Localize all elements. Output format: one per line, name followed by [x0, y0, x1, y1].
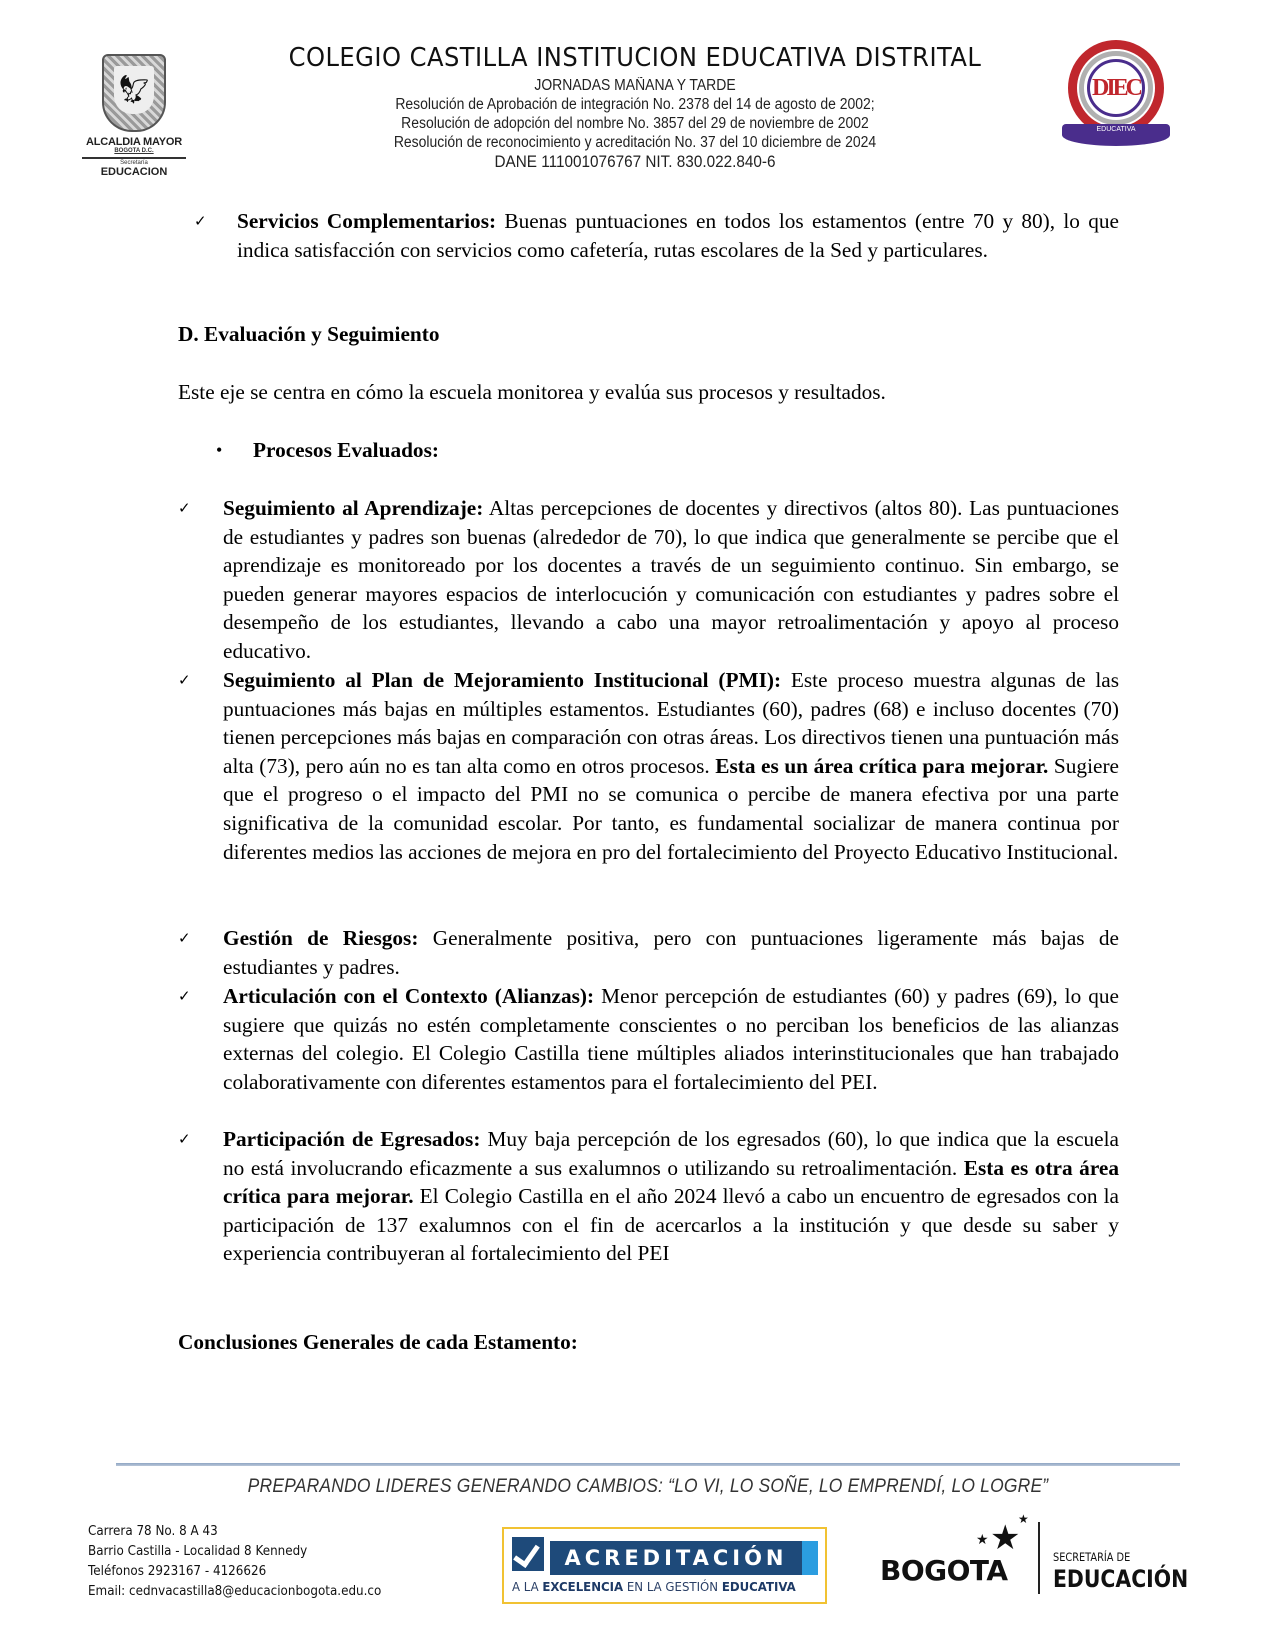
logo-secretaria-text: Secretaría	[120, 160, 148, 166]
resolution-line: Resolución de adopción del nombre No. 3857 del 29 de noviembre de 2002	[401, 115, 869, 132]
school-shifts: JORNADAS MAÑANA Y TARDE	[534, 77, 736, 94]
logo-bogota-text: BOGOTA D.C.	[114, 148, 154, 154]
address-street: Carrera 78 No. 8 A 43	[88, 1524, 218, 1539]
checkmark-icon: ✓	[178, 499, 191, 517]
star-icon: ★	[990, 1518, 1021, 1558]
checkmark-icon: ✓	[178, 929, 191, 947]
process-item-pmi: Seguimiento al Plan de Mejoramiento Institucional (PMI): Este proceso muestra algunas de las puntuaciones más bajas en múltiples estamentos. Estudiantes (60), padres (68) e incluso docentes (70) tienen percepciones más bajas en comparación con otras áreas. Los directivos tienen una puntuación más alta (73), pero aún no es tan alta como en otros procesos. Esta es un área crítica para mejorar. Sugiere que el progreso o el impacto del PMI no se comunica o percibe de manera efectiva por una parte significativa de la comunidad escolar. Por tanto, es fundamental socializar de manera continua por diferentes medios las acciones de mejora en pro del fortalecimiento del Proyecto Educativo Institucional.	[223, 668, 1120, 864]
dane-nit: DANE 111001076767 NIT. 830.022.840-6	[494, 152, 776, 171]
contact-address	[88, 1522, 381, 1602]
eagle-icon: 🦅︎	[116, 73, 152, 106]
logo-alcaldia-text: ALCALDIA MAYOR	[86, 136, 182, 148]
process-item-alianzas: Articulación con el Contexto (Alianzas): Menor percepción de estudiantes (60) y padres (69), lo que sugiere que quizás no estén completamente conscientes o no perciban los beneficios de las alianzas externas del colegio. El Colegio Castilla tiene múltiples aliados interinstitucionales que han trabajado colaborativamente con diferentes estamentos para el fortalecimiento del PEI.	[223, 984, 1120, 1094]
educacion-label: EDUCACIÓN	[1053, 1565, 1189, 1593]
process-item-aprendizaje: Seguimiento al Aprendizaje: Altas percepciones de docentes y directivos (altos 80). Las puntuaciones de estudiantes y padres son buenas (alrededor de 70), lo que indica que generalmente se percibe que el aprendizaje es monitoreado por los docentes a través de un seguimiento continuo. Sin embargo, se pueden generar mayores espacios de interlocución y comunicación con estudiantes y padres sobre el desempeño de los estudiantes, llevando a cabo una mayor retroalimentación y apoyo al proceso educativo.	[223, 496, 1120, 663]
star-icon: ★	[976, 1532, 989, 1548]
process-item-riesgos: Gestión de Riesgos: Generalmente positiva, pero con puntuaciones ligeramente más bajas de estudiantes y padres.	[223, 926, 1119, 979]
address-neighborhood: Barrio Castilla - Localidad 8 Kennedy	[88, 1544, 308, 1559]
secretaria-label: SECRETARÍA DE	[1053, 1550, 1131, 1564]
address-email: Email: cednvacastilla8@educacionbogota.edu.co	[88, 1584, 382, 1599]
accreditation-subtitle: A LA EXCELENCIA EN LA GESTIÓN EDUCATIVA	[512, 1579, 796, 1594]
school-slogan: PREPARANDO LIDERES GENERANDO CAMBIOS: “LO VI, LO SOÑE, LO EMPRENDÍ, LO LOGRE”	[247, 1476, 1049, 1497]
school-crest-logo	[1062, 40, 1170, 152]
address-phones: Teléfonos 2923167 - 4126626	[88, 1564, 267, 1579]
logo-educacion-text: EDUCACION	[100, 166, 168, 178]
alcaldia-mayor-logo	[74, 54, 194, 180]
section-heading: D. Evaluación y Seguimiento	[178, 322, 440, 346]
conclusions-heading: Conclusiones Generales de cada Estamento:	[178, 1330, 578, 1354]
footer-divider	[116, 1463, 1180, 1466]
checkmark-icon: ✓	[194, 212, 207, 230]
crest-letters: DIEC	[1091, 74, 1140, 101]
subheading-procesos: Procesos Evaluados:	[253, 438, 439, 462]
checkmark-icon: ✓	[178, 671, 191, 689]
servicios-complementarios-item: Servicios Complementarios: Buenas puntuaciones en todos los estamentos (entre 70 y 80), lo que indica satisfacción con servicios como cafetería, rutas escolares de la Sed y particulares.	[237, 209, 1119, 262]
star-icon: ★	[1018, 1512, 1029, 1526]
accreditation-title: ACREDITACIÓN	[564, 1546, 788, 1570]
section-intro: Este eje se centra en cómo la escuela monitorea y evalúa sus procesos y resultados.	[178, 380, 886, 404]
bogota-shield-icon	[102, 54, 166, 132]
process-item-egresados: Participación de Egresados: Muy baja percepción de los egresados (60), lo que indica que la escuela no está involucrando eficazmente a sus exalumnos o utilizando su retroalimentación. Esta es otra área crítica para mejorar. El Colegio Castilla en el año 2024 llevó a cabo un encuentro de egresados con la participación de 137 exalumnos con el fin de acercarlos a la institución y que desde su saber y experiencia contribuyeran al fortalecimiento del PEI	[223, 1127, 1119, 1266]
resolution-line: Resolución de reconocimiento y acreditación No. 37 del 10 diciembre de 2024	[393, 134, 877, 151]
logo-divider	[82, 157, 186, 159]
school-name: COLEGIO CASTILLA INSTITUCION EDUCATIVA DISTRITAL	[288, 43, 982, 73]
accreditation-badge	[502, 1527, 827, 1604]
letterhead	[220, 40, 1050, 172]
crest-ribbon: EDUCATIVA	[1062, 124, 1170, 146]
logo-divider	[1038, 1522, 1040, 1594]
bogota-wordmark: BOGOTA	[880, 1554, 1008, 1587]
checkmark-icon: ✓	[178, 987, 191, 1005]
checkbox-check-icon	[512, 1537, 544, 1571]
checkmark-icon: ✓	[178, 1130, 191, 1148]
bogota-secretaria-logo	[880, 1512, 1189, 1597]
resolution-line: Resolución de Aprobación de integración No. 2378 del 14 de agosto de 2002;	[395, 96, 875, 113]
bullet-icon: •	[216, 440, 223, 460]
